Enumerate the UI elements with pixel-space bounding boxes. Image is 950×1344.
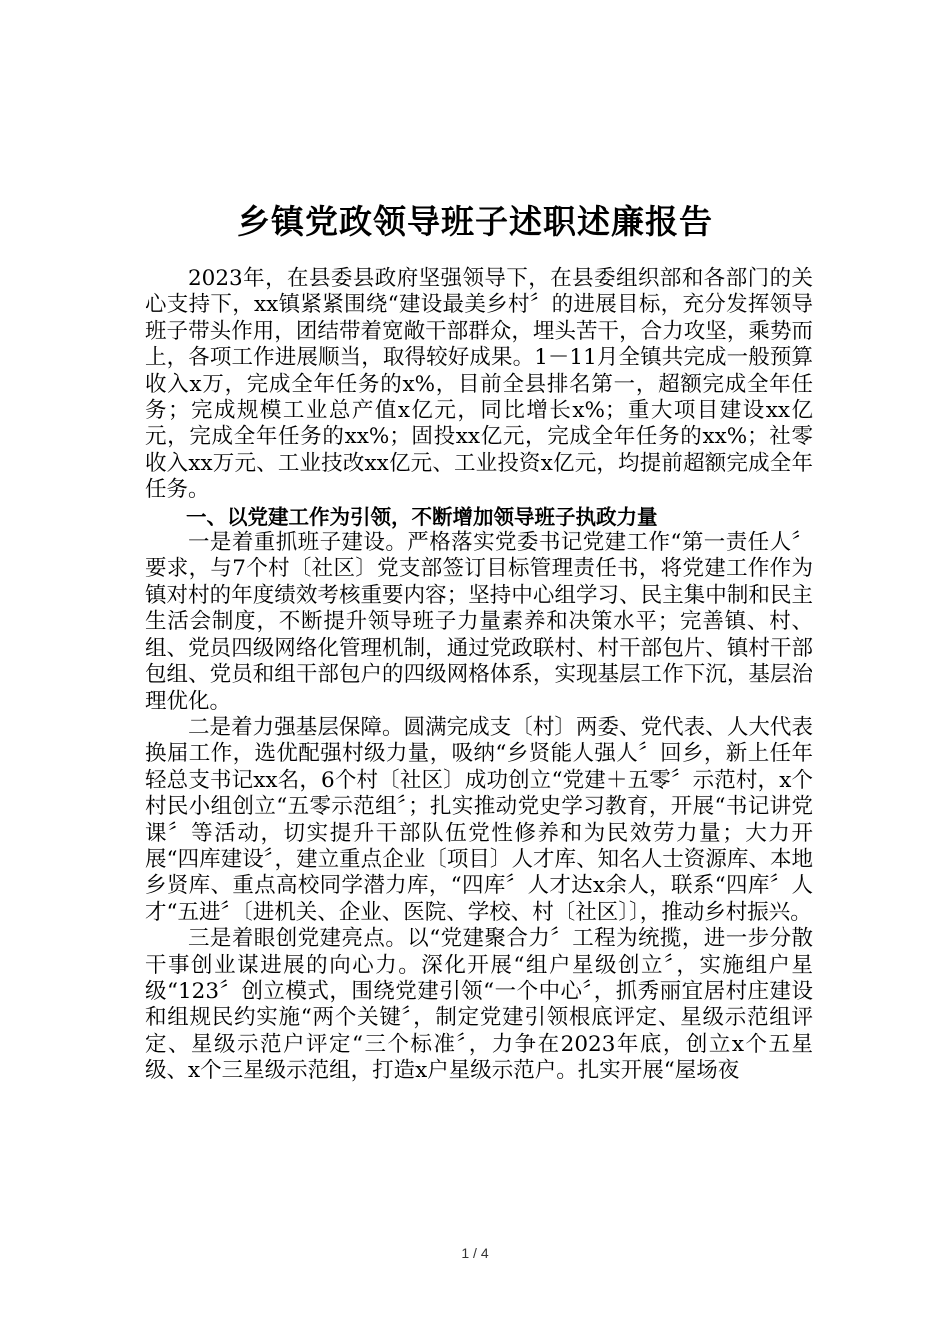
document-body [145,266,813,1085]
page-indicator: 1 / 4 [461,1245,489,1261]
paragraph-intro: 2023年，在县委县政府坚强领导下，在县委组织部和各部门的关心支持下，xx镇紧紧围绕“建设最美乡村〞的进展目标，充分发挥领导班子带头作用，团结带着宽敞干部群众，埋头苦干，合力攻坚，乘势而上，各项工作进展顺当，取得较好成果。1－11月全镇共完成一般预算收入x万，完成全年任务的x%，目前全县排名第一，超额完成全年任务；完成规模工业总产值x亿元，同比增长x%；重大项目建设xx亿元，完成全年任务的xx%；固投xx亿元，完成全年任务的xx%；社零收入xx万元、工业技改xx亿元、工业投资x亿元，均提前超额完成全年任务。 [145,266,813,503]
section-heading-1: 一、以党建工作为引领，不断增加领导班子执政力量 [186,504,658,529]
document-title: 乡镇党政领导班子述职述廉报告 [237,202,713,241]
paragraph-grassroots: 二是着力强基层保障。圆满完成支〔村〕两委、党代表、人大代表换届工作，选优配强村级力量，吸纳“乡贤能人强人〞回乡，新上任年轻总支书记xx名，6个村〔社区〕成功创立“党建＋五零〞示范村，x个村民小组创立“五零示范组〞；扎实推动党史学习教育，开展“书记讲党课〞等活动，切实提升干部队伍党性修养和为民效劳力量；大力开展“四库建设〞，建立重点企业〔项目〕人才库、知名人士资源库、本地乡贤库、重点高校同学潜力库，“四库〞人才达x余人，联系“四库〞人才“五进〞〔进机关、企业、医院、学校、村〔社区〕〕，推动乡村振兴。 [145,714,813,925]
paragraph-team-building: 一是着重抓班子建设。严格落实党委书记党建工作“第一责任人〞要求，与7个村〔社区〕党支部签订目标管理责任书，将党建工作作为镇对村的年度绩效考核重要内容；坚持中心组学习、民主集中制和民主生活会制度，不断提升领导班子力量素养和决策水平；完善镇、村、组、党员四级网络化管理机制，通过党政联村、村干部包片、镇村干部包组、党员和组干部包户的四级网格体系，实现基层工作下沉，基层治理优化。 [145,530,813,714]
paragraph-highlights: 三是着眼创党建亮点。以“党建聚合力〞工程为统揽，进一步分散干事创业谋进展的向心力。深化开展“组户星级创立〞，实施组户星级“123〞创立模式，围绕党建引领“一个中心〞，抓秀丽宜居村庄建设和组规民约实施“两个关键〞，制定党建引领根底评定、星级示范组评定、星级示范户评定“三个标准〞，力争在2023年底，创立x个五星级、x个三星级示范组，打造x户星级示范户。扎实开展“屋场夜 [145,926,813,1084]
